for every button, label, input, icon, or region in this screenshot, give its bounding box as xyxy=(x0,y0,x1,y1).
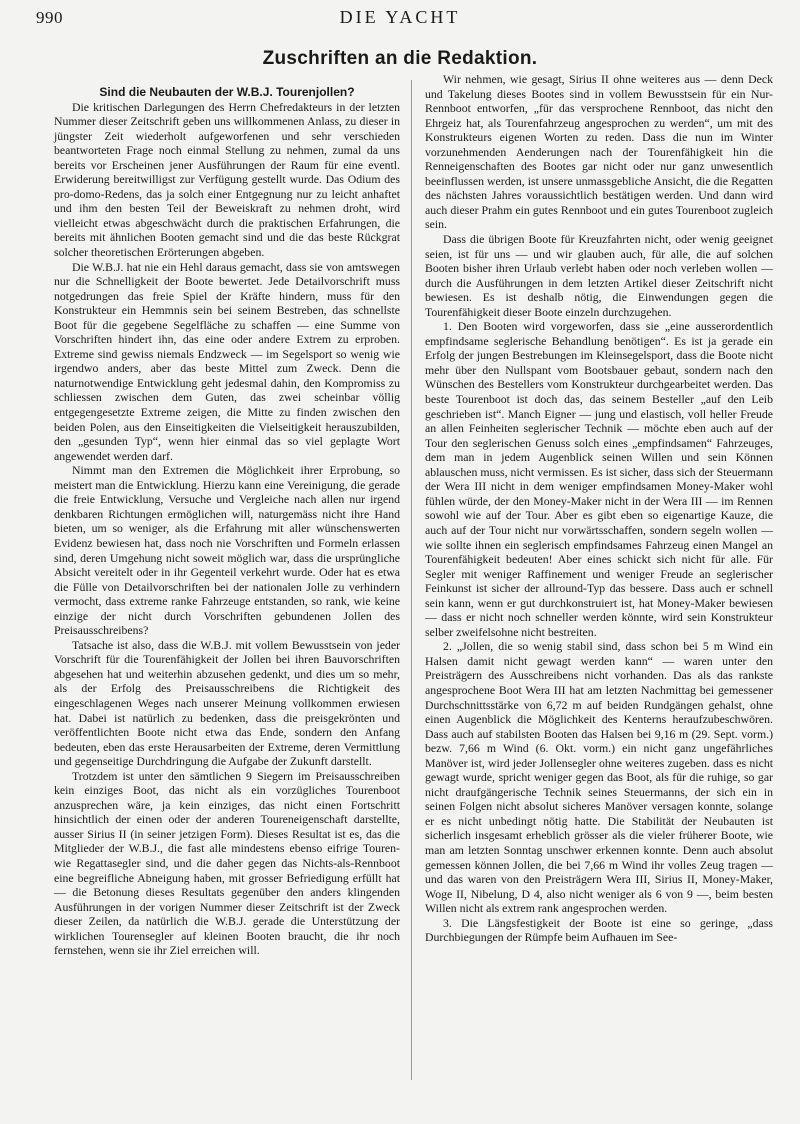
paragraph: 3. Die Längsfestigkeit der Boote ist eine so geringe, „dass Durchbiegungen der Rümpfe beim Aufhauen im See- xyxy=(425,915,773,945)
paragraph: Trotzdem ist unter den sämtlichen 9 Siegern im Preisausschreiben kein einziges Boot, das nicht als ein vorzügliches Tourenboot anzusprechen wäre, ja kein einziges, das nicht einen Fortschritt hinsichtlich der einen oder der anderen Toureneigenschaft darstellte, ausser Sirius II (in seiner jetzigen Form). Dieses Resultat ist es, das die Mitglieder der W.B.J., die fast alle mindestens ebenso eifrige Touren- wie Regattasegler sind, und die daher gegen das Nichts-als-Rennboot eine begreifliche Abneigung haben, mit grosser Befriedigung erfüllt hat — die Betonung dieses Resultats gegenüber den anders klingenden Ausführungen in der vorigen Nummer dieser Zeitschrift ist der Zweck dieser Zeilen, da natürlich die W.B.J. gerade die Unterstützung der wirklichen Tourensegler auf kleinen Booten braucht, die ihr noch fernstehen, wenn sie ihr Ziel erreichen will. xyxy=(54,768,400,958)
paragraph: Die W.B.J. hat nie ein Hehl daraus gemacht, dass sie von amtswegen nur die Schnelligkeit der Boote bewertet. Jede Detailvorschrift muss notgedrungen das freie Spiel der Kräfte hindern, muss für den Konstrukteur ein Hemmnis sein bei seinem Bestreben, das schnellste Boot für die gegebene Segelfläche zu schaffen — eine Summe von Vorschriften hindert ihn, das eine oder andere Extrem zu erproben. Extreme sind gewiss niemals Endzweck — im Segelsport so wenig wie irgendwo anders, aber das beste Mittel zum Zweck. Denn die naturnotwendige Entwicklung geht jedesmal dahin, den Kompromiss zu schliessen zwischen dem Guten, das zwei scheinbar völlig entgegengesetzte Extreme zeigen, die Mitte zu finden zwischen den beiden Polen, aus den Einseitigkeiten die Vielseitigkeit herauszubilden, den „gesunden Typ“, wenn hier einmal das so viel geplagte Wort angewendet werden darf. xyxy=(54,259,400,463)
page-number: 990 xyxy=(36,8,63,27)
running-head: DIE YACHT xyxy=(339,7,461,27)
paragraph: 1. Den Booten wird vorgeworfen, dass sie „eine ausserordentlich empfindsame seglerische Behandlung benötigen“. Es ist ja gerade ein Erfolg der jungen Bestrebungen im Kleinsegelsport, dass die Boote nicht mehr über den Nullspant vom Bootsbauer gebaut, sondern nach den Wünschen des Bestellers vom Konstrukteur durchgearbeitet werden. Das beste Tourenboot ist doch das, das seinem Besteller „auf den Leib geschrieben ist“. Manch Eigner — jung und elastisch, voll heller Freude an allen Feinheiten seglerischer Technik — möchte eben auch auf der Tour den seglerischen Genuss solch eines „empfindsamen“ Fahrzeuges, dem man in jedem Augenblick seinen Willen und sein Können ablauschen muss, nicht vermissen. Es ist sicher, dass sich der Steuermann der Wera III nicht in dem weniger empfindsamen Money-Maker wohl fühlen würde, der den Money-Maker nicht in der Wera III — im Rennen sowohl wie auf der Tour. Aber es gibt eben so eigenartige Kauze, die auch auf der Tour nicht nur vorwärtsschaffen, sondern segeln wollen — wie sollte ihnen ein seglerisch empfindsames Fahrzeug einen Mangel an Tourenfähigkeit bedeuten! Aber eines schickt sich nicht für alle. Für Segler mit weniger Raffinement und weniger Freude an seglerischer Feinkunst ist sicher der allround-Typ das bessere. Dass auch er schnell sein kann, wenn er gut durchkonstruiert ist, hat Money-Maker bewiesen — dass er nicht noch schneller werden könnte, wird sein Konstrukteur selber zweifelsohne nicht bestreiten. xyxy=(425,319,773,639)
right-column xyxy=(425,72,773,945)
paragraph: Tatsache ist also, dass die W.B.J. mit vollem Bewusstsein von jeder Vorschrift für die Tourenfähigkeit der Jollen bei ihren Bauvorschriften abgesehen hat und weiterhin abzusehen gedenkt, und dies um so mehr, als der Erfolg des Preisausschreibens die Richtigkeit des eingeschlagenen Weges nach unserer Meinung vollkommen erwiesen hat. Dabei ist natürlich zu bedenken, dass die preisgekrönten und veröffentlichten Boote nicht etwa das Ende, sondern den Anfang bedeuten, eben das erste Herausarbeiten der Extreme, deren Vermittlung und gegenseitige Durchdringung die Aufgabe der Zukunft darstellt. xyxy=(54,637,400,769)
paragraph: Wir nehmen, wie gesagt, Sirius II ohne weiteres aus — denn Deck und Takelung dieses Bootes sind in vollem Bewusstsein für ein Nur-Rennboot entworfen, „für das versprochene Rennboot, das nicht den Ehrgeiz hat, als Tourenfahrzeug angesprochen zu werden“, um mit des Konstrukteurs eigenen Worten zu reden. Dass die nun im Winter vorzunehmenden Aenderungen nach der Tourenfähigkeit hin die Renneigenschaften des Bootes gar nicht oder nur ganz unwesentlich beeinflussen werden, ist unsere unmassgebliche Ansicht, die die Regatten des nächsten Jahres voraussichtlich bestätigen werden. Und dann wird auch dieser Prahm ein gutes Rennboot und ein gutes Tourenboot zugleich sein. xyxy=(425,72,773,232)
article-title: Zuschriften an die Redaktion. xyxy=(262,48,538,69)
letter-subheading: Sind die Neubauten der W.B.J. Tourenjollen? xyxy=(99,85,355,99)
column-divider xyxy=(411,80,412,1080)
paragraph: Nimmt man den Extremen die Möglichkeit ihrer Erprobung, so meistert man die Entwicklung. Hierzu kann eine Vereinigung, die gerade die freie Entwicklung, Versuche und Vergleiche nach allen nur irgend denkbaren Richtungen ermöglichen will, naturgemäss nicht ihre Hand bieten, um so weniger, als die Erfahrung mit aller wünschenswerten Evidenz bewiesen hat, dass noch nie Vorschriften und Formeln erlassen sind, deren Umgehung nicht soweit möglich war, dass die ursprüngliche Absicht vereitelt oder in ihr Gegenteil verkehrt wurde. Oder hat es etwa die Fülle von Detailvorschriften bei der nationalen Jolle zu verhindern vermocht, dass extreme ranke Fahrzeuge entstanden, so rank, wie keine einzige der nicht durch Vorschriften gebundenen Jollen des Preisausschreibens? xyxy=(54,463,400,638)
paragraph: Dass die übrigen Boote für Kreuzfahrten nicht, oder wenig geeignet seien, ist für uns — und wir glauben auch, für alle, die auf solchen Booten bisher ihren Urlaub verlebt haben oder noch verleben wollen — durch die Ausführungen in dem letzten Artikel dieser Zeitschrift nicht bewiesen. Es ist deshalb nötig, die Einwendungen gegen die Tourenfähigkeit dieser Boote einzeln durchzugehen. xyxy=(425,232,773,319)
paragraph: 2. „Jollen, die so wenig stabil sind, dass schon bei 5 m Wind ein Halsen damit nicht gewagt werden kann“ — waren unter den Preisträgern des Ausschreibens nicht vorhanden. Das als das rankste angesprochene Boot Wera III hat am letzten Nachmittag bei gemessener Durchschnittsstärke von 6,72 m auf beiden Rundgängen gehalst, ohne einen Augenblick die Möglichkeit des Kenterns heraufzubeschwören. Dass auch auf stabilsten Booten das Halsen bei 9,16 m (29. Sept. vorm.) bezw. 7,66 m Wind (6. Okt. vorm.) ein nicht ganz ungefährliches Manöver ist, wird jeder Jollensegler ohne weiteres zugeben. dass es nicht gewagt wurde, spricht weniger gegen das Boot, als für die ruhige, so gar nicht draufgängerische Technik seines Steuermanns, der sich ein in seinen Folgen nicht absolut sicheres Manöver versagen konnte, solange er es nicht unbedingt nötig hatte. Die Stabilität der Neubauten ist sicherlich insgesamt erheblich grösser als die vieler früherer Boote, wie man am letzten Sonntag unschwer erkennen konnte. Denn auch absolut gemessen können Jollen, die bei 7,66 m Wind ihr volles Zeug tragen — und das waren von den Preisträgern Wera III, Sirius II, Money-Maker, Woge II, Nibelung, D 4, also nicht weniger als 6 von 9 —, beim besten Willen nicht als extrem rank angesprochen werden. xyxy=(425,639,773,916)
paragraph: Die kritischen Darlegungen des Herrn Chefredakteurs in der letzten Nummer dieser Zeitschrift geben uns willkommenen Anlass, zu dieser in jüngster Zeit wiederholt aufgeworfenen und sehr verschieden beantworteten Frage noch einmal Stellung zu nehmen, zumal da uns bereits vor Erscheinen jener Ausführungen der Raum für eine eventl. Erwiderung bereitwilligst zur Verfügung gestellt wurde. Das Odium des pro-domo-Redens, das ja solch einer Entgegnung nur zu leicht anhaftet und ihm den besten Teil der Beweiskraft zu nehmen droht, wird vielleicht etwas abgeschwächt durch die praktischen Erfahrungen, die bereits mit ähnlichen Booten gemacht sind und die das beste Rückgrat solcher theoretischen Erörterungen abgeben. xyxy=(54,99,400,260)
left-column xyxy=(54,85,400,958)
